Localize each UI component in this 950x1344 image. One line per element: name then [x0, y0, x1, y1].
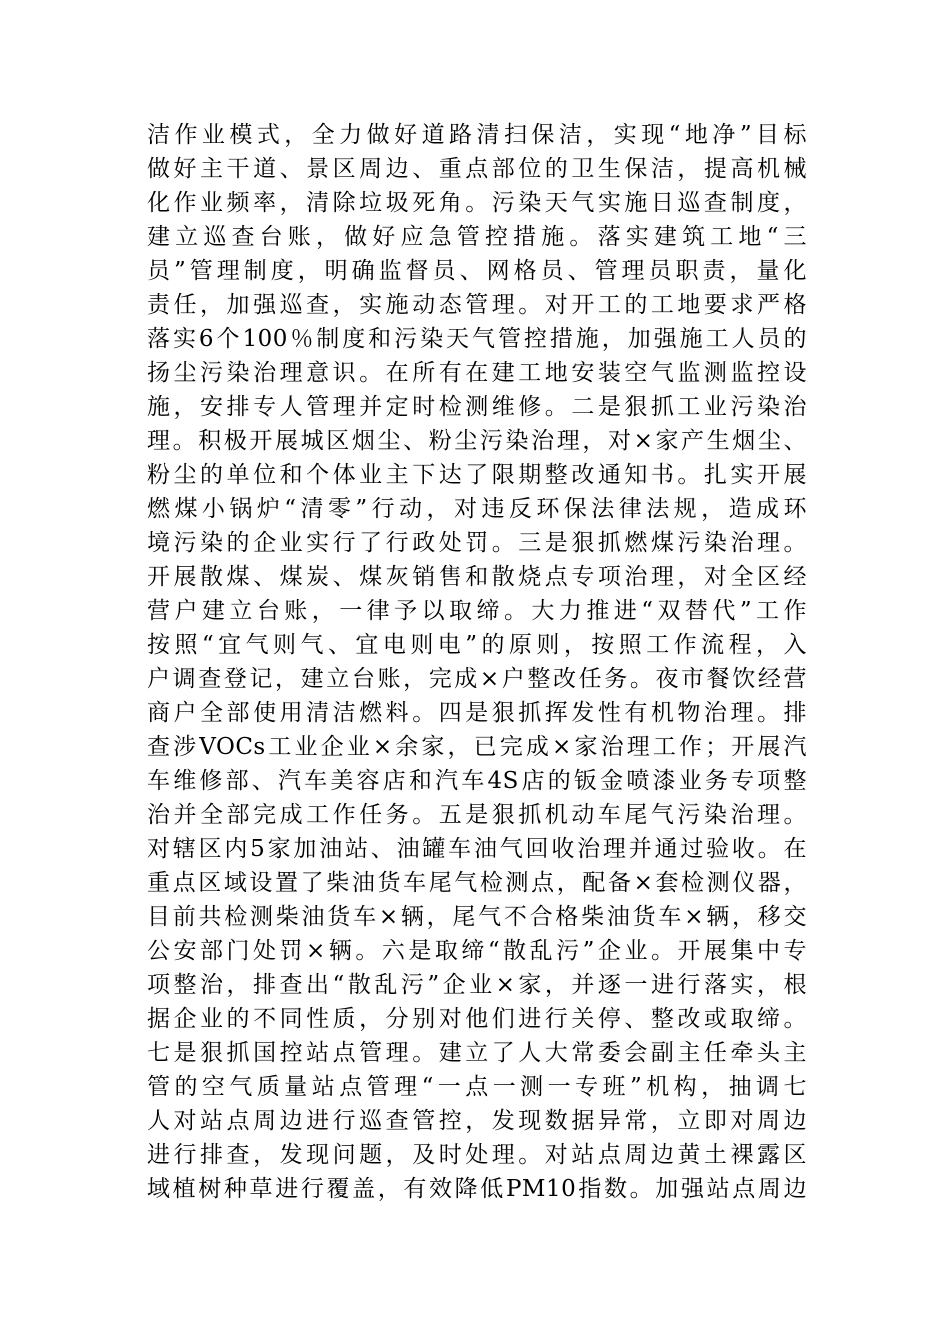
- text-line: 开展散煤、煤炭、煤灰销售和散烧点专项治理，对全区经: [147, 564, 807, 590]
- text-line: 重点区域设置了柴油货车尾气检测点，配备×套检测仪器，: [147, 870, 807, 896]
- text-line: 七是狠抓国控站点管理。建立了人大常委会副主任牵头主: [147, 1040, 807, 1066]
- text-line: 按照“宜气则气、宜电则电”的原则，按照工作流程，入: [147, 632, 807, 658]
- text-line: 据企业的不同性质，分别对他们进行关停、整改或取缔。: [147, 1006, 807, 1032]
- text-line: 理。积极开展城区烟尘、粉尘污染治理，对×家产生烟尘、: [147, 428, 807, 454]
- text-line: 落实6个100％制度和污染天气管控措施，加强施工人员的: [147, 326, 807, 352]
- text-line: 化作业频率，清除垃圾死角。污染天气实施日巡查制度，: [147, 190, 807, 216]
- text-line: 管的空气质量站点管理“一点一测一专班”机构，抽调七: [147, 1074, 807, 1100]
- text-line: 营户建立台账，一律予以取缔。大力推进“双替代”工作: [147, 598, 807, 624]
- text-line: 对辖区内5家加油站、油罐车油气回收治理并通过验收。在: [147, 836, 807, 862]
- text-line: 粉尘的单位和个体业主下达了限期整改通知书。扎实开展: [147, 462, 807, 488]
- text-line: 扬尘污染治理意识。在所有在建工地安装空气监测监控设: [147, 360, 807, 386]
- text-line: 建立巡查台账，做好应急管控措施。落实建筑工地“三: [147, 224, 807, 250]
- text-line: 做好主干道、景区周边、重点部位的卫生保洁，提高机械: [147, 156, 807, 182]
- text-line: 公安部门处罚×辆。六是取缔“散乱污”企业。开展集中专: [147, 938, 807, 964]
- text-line: 责任，加强巡查，实施动态管理。对开工的工地要求严格: [147, 292, 807, 318]
- text-line: 查涉VOCs工业企业×余家，已完成×家治理工作；开展汽: [147, 734, 807, 760]
- text-line: 域植树种草进行覆盖，有效降低PM10指数。加强站点周边: [147, 1176, 807, 1202]
- text-line: 项整治，排查出“散乱污”企业×家，并逐一进行落实，根: [147, 972, 807, 998]
- text-line: 目前共检测柴油货车×辆，尾气不合格柴油货车×辆，移交: [147, 904, 807, 930]
- text-line: 户调查登记，建立台账，完成×户整改任务。夜市餐饮经营: [147, 666, 807, 692]
- text-line: 燃煤小锅炉“清零”行动，对违反环保法律法规，造成环: [147, 496, 807, 522]
- text-line: 人对站点周边进行巡查管控，发现数据异常，立即对周边: [147, 1108, 807, 1134]
- text-line: 施，安排专人管理并定时检测维修。二是狠抓工业污染治: [147, 394, 807, 420]
- text-line: 员”管理制度，明确监督员、网格员、管理员职责，量化: [147, 258, 807, 284]
- text-line: 治并全部完成工作任务。五是狠抓机动车尾气污染治理。: [147, 802, 807, 828]
- text-line: 洁作业模式，全力做好道路清扫保洁，实现“地净”目标: [147, 122, 807, 148]
- text-line: 境污染的企业实行了行政处罚。三是狠抓燃煤污染治理。: [147, 530, 807, 556]
- document-body-text: [147, 118, 807, 1206]
- text-line: 车维修部、汽车美容店和汽车4S店的钣金喷漆业务专项整: [147, 768, 807, 794]
- text-line: 商户全部使用清洁燃料。四是狠抓挥发性有机物治理。排: [147, 700, 807, 726]
- text-line: 进行排查，发现问题，及时处理。对站点周边黄土裸露区: [147, 1142, 807, 1168]
